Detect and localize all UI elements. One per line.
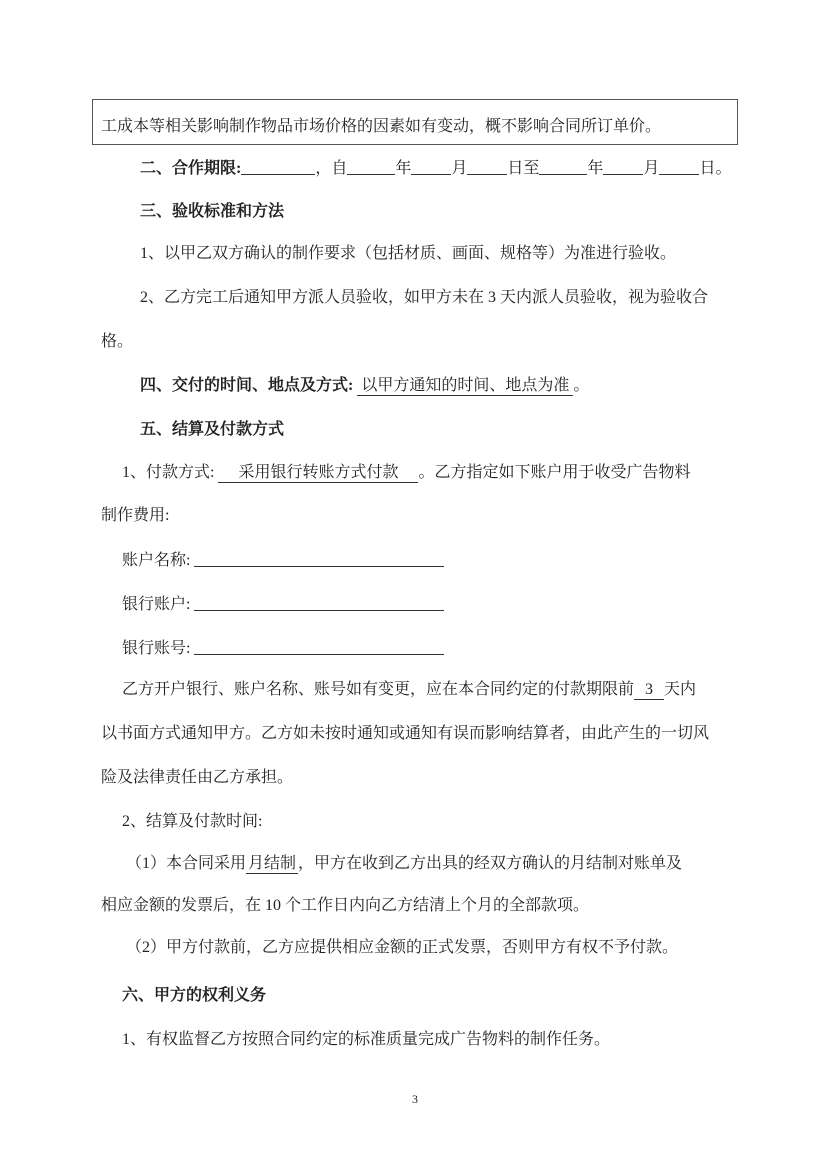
period: 。 xyxy=(573,377,590,394)
account-name-label: 账户名称: xyxy=(122,552,191,569)
change-line3: 险及法律责任由乙方承担。 xyxy=(101,769,294,786)
change-prefix: 乙方开户银行、账户名称、账号如有变更，应在本合同约定的付款期限前 xyxy=(122,681,635,698)
end-month-blank[interactable] xyxy=(603,158,643,175)
section4-heading: 四、交付的时间、地点及方式: xyxy=(140,377,354,394)
change-line2: 以书面方式通知甲方。乙方如未按时通知或通知有误而影响结算者，由此产生的一切风 xyxy=(101,725,710,742)
account-name-field[interactable] xyxy=(194,550,444,567)
section5-heading: 五、结算及付款方式 xyxy=(140,421,285,438)
payment-label: 1、付款方式: xyxy=(122,464,215,481)
settlement-item1 xyxy=(126,854,682,874)
end-year-blank[interactable] xyxy=(539,158,587,175)
account-number-label: 银行账号: xyxy=(122,640,191,657)
section3-item2-cont: 格。 xyxy=(101,333,134,350)
section2-heading: 二、合作期限: xyxy=(140,160,242,177)
settlement-time-heading: 2、结算及付款时间: xyxy=(122,813,263,830)
month-text: 月 xyxy=(451,160,468,177)
settlement-item1-cont: 相应金额的发票后，在 10 个工作日内向乙方结清上个月的全部款项。 xyxy=(101,897,590,914)
from-text: ，自 xyxy=(315,160,348,177)
bank-account-field[interactable] xyxy=(194,594,444,611)
bank-account-row xyxy=(122,594,444,615)
change-suffix: 天内 xyxy=(664,681,697,698)
delivery-value[interactable]: 以甲方通知的时间、地点为准 xyxy=(357,377,573,396)
change-days-value[interactable]: 3 xyxy=(634,681,664,700)
end-day-blank[interactable] xyxy=(659,158,699,175)
month-text: 月 xyxy=(643,160,660,177)
settlement-mode-value[interactable]: 月结制 xyxy=(248,855,297,872)
change-notice-line xyxy=(122,680,696,700)
section6-item1: 1、有权监督乙方按照合同约定的标准质量完成广告物料的制作任务。 xyxy=(122,1031,611,1048)
account-name-row xyxy=(122,550,444,571)
section3-item1: 1、以甲乙双方确认的制作要求（包括材质、画面、规格等）为准进行验收。 xyxy=(140,245,677,262)
start-day-blank[interactable] xyxy=(467,158,507,175)
t1-prefix: （1）本合同采用 xyxy=(126,855,247,872)
start-year-blank[interactable] xyxy=(347,158,395,175)
day-to-text: 日至 xyxy=(507,160,540,177)
delivery-line xyxy=(140,376,589,396)
year-text: 年 xyxy=(587,160,604,177)
cooperation-term-line xyxy=(140,158,731,179)
section3-item2: 2、乙方完工后通知甲方派人员验收，如甲方未在 3 天内派人员验收，视为验收合 xyxy=(140,289,709,306)
account-number-row xyxy=(122,638,444,659)
payment-method-value[interactable]: 采用银行转账方式付款 xyxy=(218,464,418,483)
section6-heading: 六、甲方的权利义务 xyxy=(122,987,267,1004)
bank-account-label: 银行账户: xyxy=(122,596,191,613)
page-number: 3 xyxy=(412,1092,418,1106)
settlement-item2: （2）甲方付款前，乙方应提供相应金额的正式发票，否则甲方有权不予付款。 xyxy=(126,939,679,956)
start-month-blank[interactable] xyxy=(411,158,451,175)
payment-line2: 制作费用: xyxy=(101,507,170,524)
term-blank[interactable] xyxy=(241,158,315,175)
account-number-field[interactable] xyxy=(194,638,444,655)
payment-method-line xyxy=(122,463,690,483)
continued-line: 工成本等相关影响制作物品市场价格的因素如有变动，概不影响合同所订单价。 xyxy=(101,118,662,135)
year-text: 年 xyxy=(395,160,412,177)
payment-suffix: 。乙方指定如下账户用于收受广告物料 xyxy=(418,464,691,481)
day-end-text: 日。 xyxy=(699,160,732,177)
t1-suffix: ，甲方在收到乙方出具的经双方确认的月结制对账单及 xyxy=(298,855,683,872)
section3-heading: 三、验收标准和方法 xyxy=(140,203,285,220)
